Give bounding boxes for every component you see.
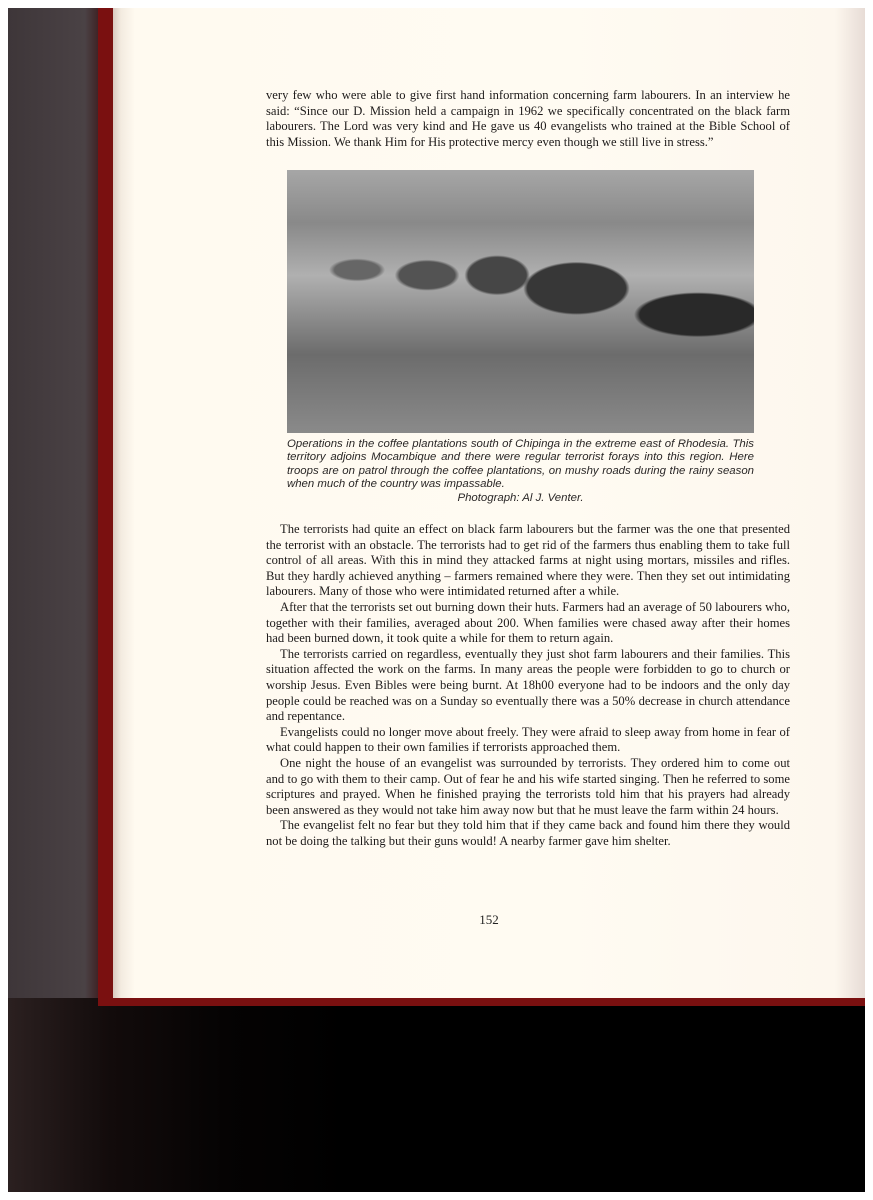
- scanned-book-photo: [8, 8, 865, 1192]
- patrol-photograph: [287, 170, 754, 433]
- paragraph: One night the house of an evangelist was surrounded by terrorists. They ordered him to come out and to go with them to their camp. Out of fear he and his wife started singing. Then he referred to some scriptures and prayed. When he finished praying the terrorists told him that his prayers had already been answered as they would not take him away now but that he must leave the farm within 24 hours.: [266, 755, 790, 817]
- paragraph: very few who were able to give first hand information concerning farm labourers. In an interview he said: “Since our D. Mission held a campaign in 1962 we specifically concentrated on the black farm labourers. The Lord was very kind and He gave us 40 evangelists who trained at the Bible School of this Mission. We thank Him for His protective mercy even though we still live in stress.”: [266, 88, 790, 149]
- paragraph: The terrorists carried on regardless, eventually they just shot farm labourers and their families. This situation affected the work on the farms. In many areas the people were forbidden to go to church or worship Jesus. Even Bibles were being burnt. At 18h00 everyone had to be indoors and the only day people could be reached was on a Sunday so eventually there was a 50% decrease in church attendance and repentance.: [266, 646, 790, 724]
- paragraph: After that the terrorists set out burning down their huts. Farmers had an average of 50 labourers who, together with their families, averaged about 200. When families were chased away after their homes had been burned down, it took quite a while for them to return again.: [266, 599, 790, 646]
- photo-credit: Photograph: Al J. Venter.: [457, 491, 584, 504]
- body-text: [266, 522, 790, 849]
- background-surface-bottom: [8, 998, 865, 1192]
- book-page: [113, 8, 865, 998]
- caption-text: Operations in the coffee plantations south of Chipinga in the extreme east of Rhodesia. This territory adjoins Mocambique and there were regular terrorist forays into this region. Here troops are on patrol through the coffee plantations, on mushy roads during the rainy season when much of the country was impassable.: [287, 438, 754, 491]
- paragraph: Evangelists could no longer move about freely. They were afraid to sleep away from home in fear of what could happen to their own families if terrorists approached them.: [266, 724, 790, 755]
- paragraph: The evangelist felt no fear but they told him that if they came back and found him there they would not be doing the talking but their guns would! A nearby farmer gave him shelter.: [266, 818, 790, 848]
- paragraph: The terrorists had quite an effect on black farm labourers but the farmer was the one that presented the terrorist with an obstacle. The terrorists had to get rid of the farmers thus enabling them to take full control of all areas. With this in mind they attacked farms at night using mortars, missiles and rifles. But they hardly achieved anything – farmers remained where they were. Then they set out intimidating labourers. Many of those who were intimidated returned after a while.: [266, 522, 790, 599]
- intro-paragraph: [266, 88, 790, 150]
- page-number: 152: [479, 912, 499, 927]
- figure-caption: [287, 438, 754, 505]
